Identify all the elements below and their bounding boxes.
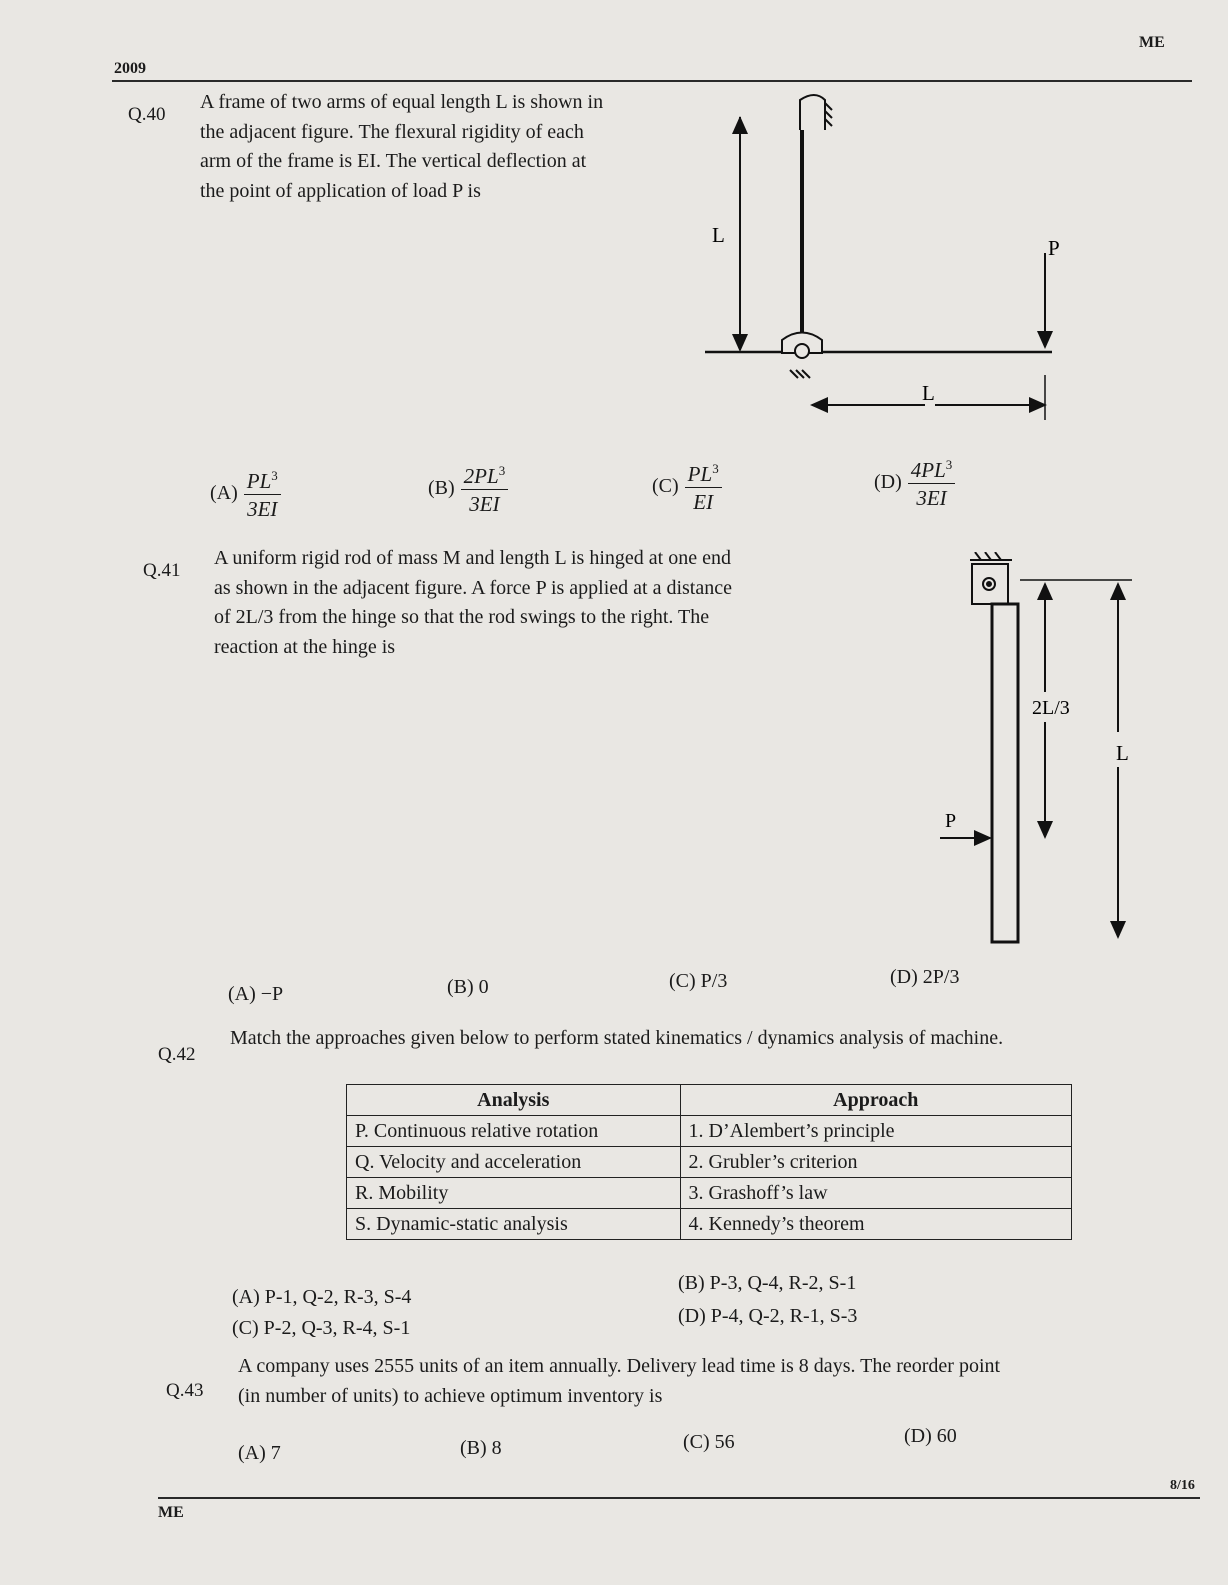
hinge-support [782, 333, 822, 379]
q40-option-a-den: 3EI [247, 497, 278, 521]
q40-option-d-den: 3EI [916, 486, 947, 510]
q41-option-a-label: (A) [228, 983, 256, 1005]
fig41-length-label: L [1116, 741, 1129, 765]
paper-code-top: ME [1139, 34, 1165, 51]
q41-option-a[interactable] [228, 983, 283, 1006]
q40-option-b-exp: 3 [498, 463, 506, 478]
q41-option-c[interactable] [669, 970, 727, 993]
q41-line-4: reaction at the hinge is [214, 635, 396, 658]
q43-option-a-value: 7 [270, 1442, 281, 1464]
q40-option-c[interactable] [652, 456, 722, 516]
q41-line-3: of 2L/3 from the hinge so that the rod swings to the right. The [214, 606, 710, 628]
q42-header-approach: Approach [680, 1085, 1072, 1116]
q41-number: Q.41 [143, 560, 181, 581]
q40-option-a-exp: 3 [271, 468, 278, 483]
q40-option-c-exp: 3 [712, 461, 719, 476]
q43-option-c-label: (C) [683, 1431, 710, 1453]
q43-option-b-value: 8 [491, 1437, 502, 1459]
q40-option-a[interactable] [210, 463, 281, 523]
q41-option-b-value: 0 [478, 976, 489, 998]
q40-option-d-fraction [908, 452, 956, 512]
q42-analysis-q: Q. Velocity and acceleration [347, 1147, 681, 1178]
q40-option-a-label: (A) [210, 481, 238, 504]
footer-rule [158, 1497, 1200, 1499]
q42-option-d[interactable] [678, 1305, 857, 1328]
q42-option-b-value: P-3, Q-4, R-2, S-1 [709, 1272, 857, 1294]
q42-text: Match the approaches given below to perform stated kinematics / dynamics analysis of machine. [230, 1027, 1004, 1049]
q40-option-a-num: PL [246, 469, 272, 493]
q43-option-a-label: (A) [238, 1442, 266, 1464]
q42-option-b[interactable] [678, 1272, 856, 1295]
q41-rod-figure [920, 552, 1145, 952]
q40-option-b[interactable] [428, 458, 508, 518]
q42-table-header-row [347, 1085, 1072, 1116]
rigid-rod [992, 604, 1018, 942]
year-label: 2009 [114, 60, 146, 77]
q41-option-b[interactable] [447, 976, 489, 999]
q42-option-a[interactable] [232, 1286, 411, 1309]
q43-text [238, 1352, 1198, 1411]
q42-header-analysis: Analysis [347, 1085, 681, 1116]
q41-line-1: A uniform rigid rod of mass M and length L is hinged at one end [214, 547, 731, 569]
q42-option-d-value: P-4, Q-2, R-1, S-3 [710, 1305, 858, 1327]
q41-line-2: as shown in the adjacent figure. A force P is applied at a distance [214, 576, 732, 599]
q42-analysis-r: R. Mobility [347, 1178, 681, 1209]
table-row [347, 1178, 1072, 1209]
q41-text [214, 544, 854, 662]
q43-option-c[interactable] [683, 1431, 735, 1454]
q40-line-4: the point of application of load P is [200, 179, 481, 202]
q42-analysis-s: S. Dynamic-static analysis [347, 1209, 681, 1240]
q41-option-a-value: −P [260, 983, 284, 1005]
q41-option-d[interactable] [890, 966, 959, 989]
q40-option-d-exp: 3 [945, 457, 953, 472]
q41-option-c-label: (C) [669, 970, 696, 992]
q40-option-c-fraction [685, 456, 722, 516]
table-row [347, 1209, 1072, 1240]
q40-option-d-num: 4PL [910, 458, 946, 482]
table-row [347, 1116, 1072, 1147]
q43-option-d-value: 60 [936, 1425, 957, 1447]
table-row [347, 1147, 1072, 1178]
q42-option-c-value: P-2, Q-3, R-4, S-1 [263, 1317, 411, 1339]
q41-option-b-label: (B) [447, 976, 474, 998]
paper-code-bottom: ME [158, 1504, 184, 1521]
rod-hinge-support [970, 552, 1012, 604]
fig41-force-label: P [945, 810, 957, 832]
q42-match-table [346, 1084, 1072, 1240]
q40-line-1: A frame of two arms of equal length L is shown in [200, 91, 604, 113]
header-rule [112, 80, 1192, 82]
q42-option-a-label: (A) [232, 1286, 260, 1308]
q42-option-c-label: (C) [232, 1317, 259, 1339]
q40-option-b-label: (B) [428, 476, 455, 499]
q42-approach-2: 2. Grubler’s criterion [680, 1147, 1072, 1178]
q42-approach-1: 1. D’Alembert’s principle [680, 1116, 1072, 1147]
q43-number: Q.43 [166, 1380, 204, 1401]
q43-option-b[interactable] [460, 1437, 502, 1460]
q40-option-b-fraction [461, 458, 509, 518]
fig41-distance-label: 2L/3 [1032, 697, 1070, 719]
q40-option-c-num: PL [687, 462, 713, 486]
fig40-load-label: P [1048, 236, 1060, 260]
q42-number: Q.42 [158, 1044, 196, 1065]
q43-line-2: (in number of units) to achieve optimum inventory is [238, 1384, 663, 1407]
q43-option-a[interactable] [238, 1442, 281, 1465]
q42-option-b-label: (B) [678, 1272, 705, 1294]
q43-option-b-label: (B) [460, 1437, 487, 1459]
q40-option-a-fraction [244, 463, 281, 523]
q43-option-c-value: 56 [714, 1431, 735, 1453]
q43-line-1: A company uses 2555 units of an item annually. Delivery lead time is 8 days. The reorder point [238, 1355, 1001, 1377]
q40-option-c-den: EI [693, 490, 714, 514]
fig40-vertical-label: L [712, 223, 725, 247]
q40-line-3: arm of the frame is EI. The vertical deflection at [200, 150, 587, 172]
top-support [800, 95, 832, 130]
q40-line-2: the adjacent figure. The flexural rigidity of each [200, 120, 584, 143]
q40-option-d[interactable] [874, 452, 955, 512]
q42-approach-3: 3. Grashoff’s law [680, 1178, 1072, 1209]
q40-option-b-den: 3EI [469, 492, 500, 516]
q42-analysis-p: P. Continuous relative rotation [347, 1116, 681, 1147]
q41-option-c-value: P/3 [700, 970, 728, 992]
page-number: 8/16 [1170, 1478, 1195, 1493]
q40-frame-figure [690, 85, 1090, 430]
q42-option-d-label: (D) [678, 1305, 706, 1327]
q42-option-a-value: P-1, Q-2, R-3, S-4 [264, 1286, 412, 1308]
q42-approach-4: 4. Kennedy’s theorem [680, 1209, 1072, 1240]
q42-option-c[interactable] [232, 1317, 410, 1340]
q40-text [200, 88, 700, 206]
q40-option-d-label: (D) [874, 470, 902, 493]
q40-option-b-num: 2PL [463, 464, 499, 488]
fig40-horizontal-label: L [922, 381, 935, 405]
q41-option-d-label: (D) [890, 966, 918, 988]
q43-option-d-label: (D) [904, 1425, 932, 1447]
q40-option-c-label: (C) [652, 474, 679, 497]
q43-option-d[interactable] [904, 1425, 957, 1448]
q41-option-d-value: 2P/3 [922, 966, 960, 988]
q40-number: Q.40 [128, 104, 166, 125]
